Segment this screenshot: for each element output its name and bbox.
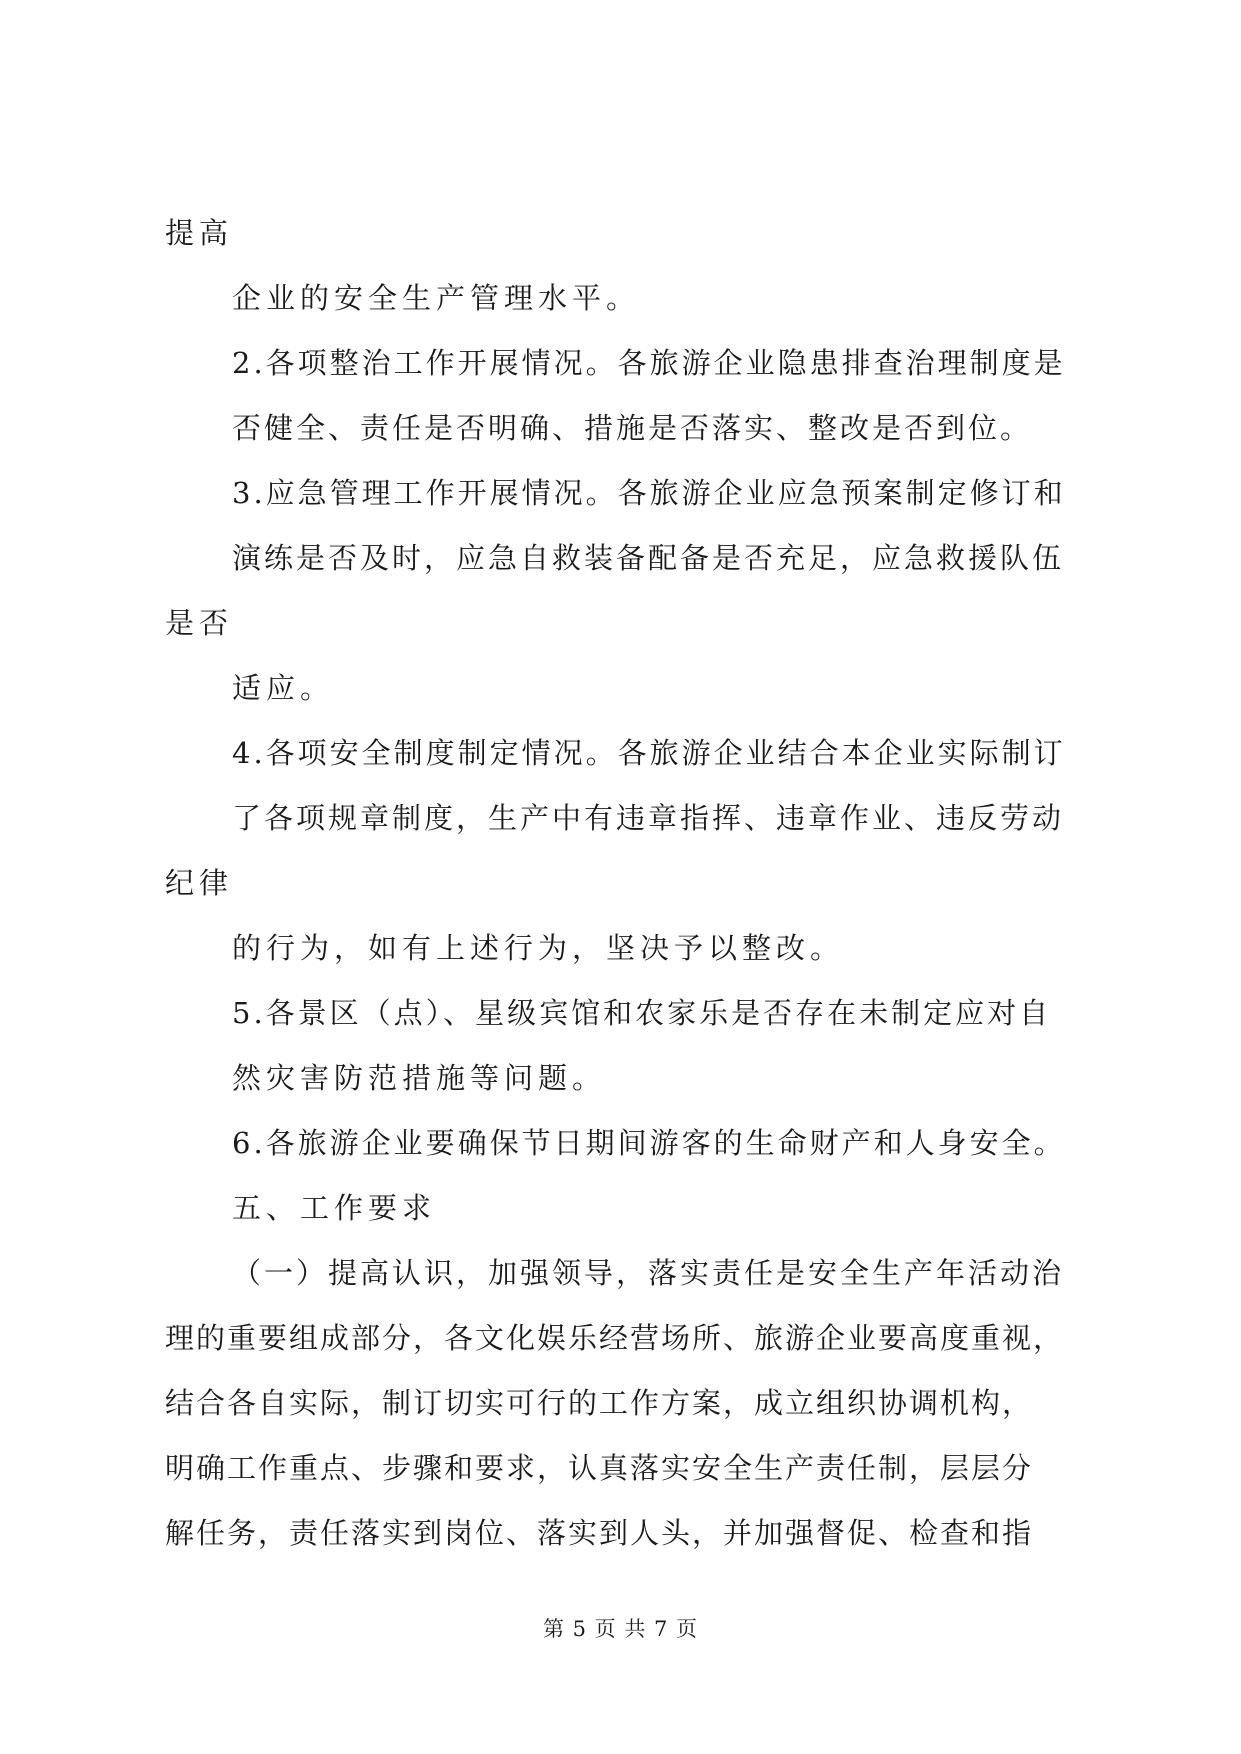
text-line-13: 5.各景区（点）、星级宾馆和农家乐是否存在未制定应对自 — [232, 996, 1052, 1030]
text-line-6: 演练是否及时，应急自救装备配备是否充足，应急救援队伍 — [232, 541, 1065, 575]
text-line-8: 适应。 — [232, 671, 335, 705]
text-line-1: 提高 — [165, 216, 234, 250]
text-line-21: 解任务，责任落实到岗位、落实到人头，并加强督促、检查和指 — [165, 1516, 1034, 1550]
text-line-20: 明确工作重点、步骤和要求，认真落实安全生产责任制，层层分 — [165, 1451, 1034, 1485]
text-line-10: 了各项规章制度，生产中有违章指挥、违章作业、违反劳动 — [232, 801, 1065, 835]
text-line-2: 企业的安全生产管理水平。 — [232, 281, 641, 315]
text-line-14: 然灾害防范措施等问题。 — [232, 1061, 607, 1095]
page-number-footer: 第 5 页 共 7 页 — [542, 1617, 699, 1641]
text-line-11: 纪律 — [165, 866, 234, 900]
text-line-9: 4.各项安全制度制定情况。各旅游企业结合本企业实际制订 — [232, 736, 1066, 770]
text-line-17: （一）提高认识，加强领导，落实责任是安全生产年活动治 — [232, 1256, 1065, 1290]
text-line-5: 3.应急管理工作开展情况。各旅游企业应急预案制定修订和 — [232, 476, 1066, 510]
text-line-7: 是否 — [165, 606, 234, 640]
text-line-3: 2.各项整治工作开展情况。各旅游企业隐患排查治理制度是 — [232, 346, 1066, 380]
text-line-12: 的行为，如有上述行为，坚决予以整改。 — [232, 931, 845, 965]
text-line-18: 理的重要组成部分，各文化娱乐经营场所、旅游企业要高度重视， — [165, 1321, 1065, 1355]
text-line-19: 结合各自实际，制订切实可行的工作方案，成立组织协调机构， — [165, 1386, 1034, 1420]
text-line-4: 否健全、责任是否明确、措施是否落实、整改是否到位。 — [232, 411, 1033, 445]
section-heading: 五、工作要求 — [232, 1191, 437, 1225]
text-line-15: 6.各旅游企业要确保节日期间游客的生命财产和人身安全。 — [232, 1126, 1066, 1160]
